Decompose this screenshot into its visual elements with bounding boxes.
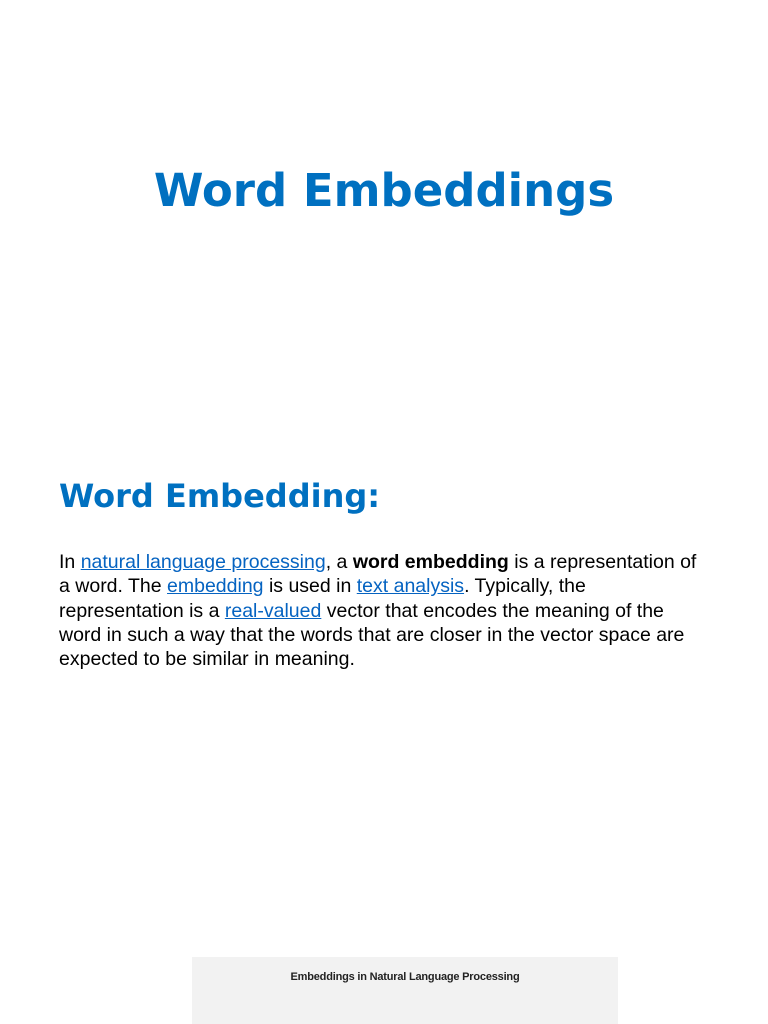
section-heading: Word Embedding: [59, 477, 381, 515]
link-real-valued[interactable]: real-valued [224, 599, 322, 622]
embedded-figure [192, 957, 618, 1024]
link-embedding[interactable]: embedding [167, 575, 264, 598]
link-text-analysis[interactable]: text analysis [356, 575, 465, 598]
page-title: Word Embeddings [153, 164, 615, 217]
paragraph-text: vector that encodes the meaning of the word in such a way that the words that are closer in the vector space are expected to be similar in meaning. [59, 599, 685, 671]
paragraph-text: , a [325, 551, 353, 573]
paragraph-text: is a representation of a word. The [59, 551, 697, 598]
paragraph-text: . Typically, the representation is a [59, 575, 586, 622]
figure-caption: Embeddings in Natural Language Processing [290, 971, 520, 983]
definition-paragraph [59, 550, 709, 671]
bold-term-word-embedding: word embedding [352, 551, 509, 573]
paragraph-text: In [59, 551, 81, 573]
paragraph-text: is used in [263, 575, 357, 598]
link-natural-language-processing[interactable]: natural language processing [80, 551, 326, 573]
